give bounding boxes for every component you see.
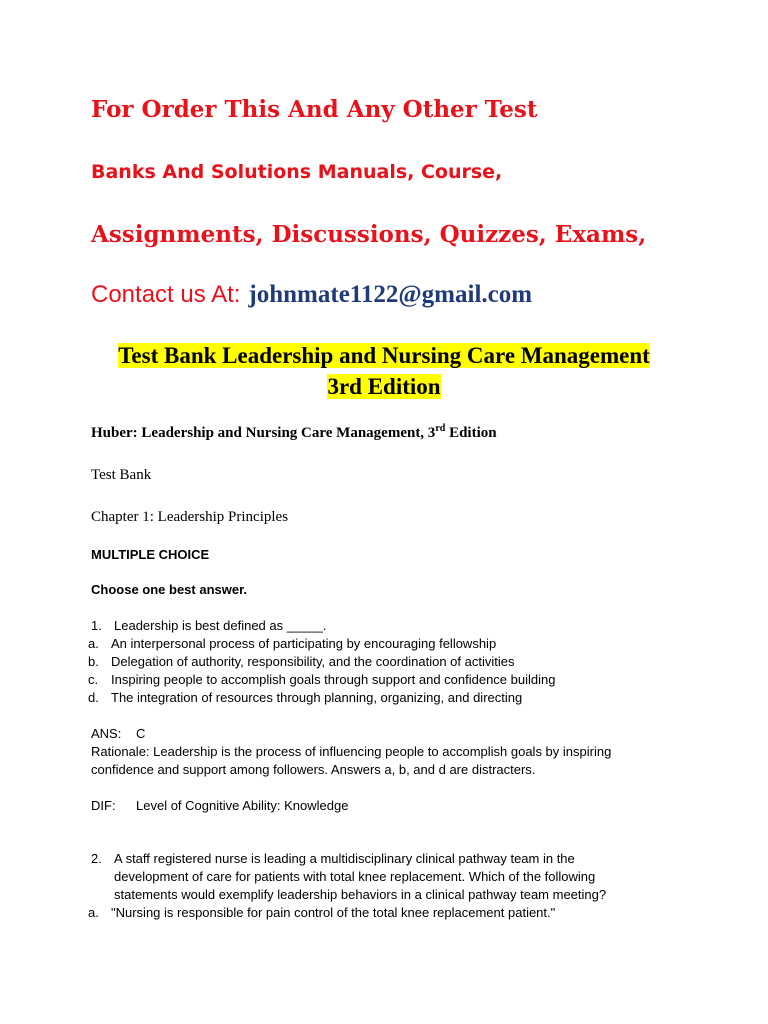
q1-number: 1. bbox=[91, 618, 102, 633]
book-heading-sup: rd bbox=[435, 423, 446, 434]
q1-answer-value: C bbox=[136, 726, 146, 741]
q2-number: 2. bbox=[91, 851, 102, 866]
q1-difficulty-label: DIF: bbox=[91, 798, 116, 813]
title-line-1: Test Bank Leadership and Nursing Care Management bbox=[118, 343, 650, 368]
q1-option-a-text: An interpersonal process of participating by encouraging fellowship bbox=[111, 636, 497, 651]
q1-option-b-letter: b. bbox=[88, 654, 99, 669]
q1-option-d-letter: d. bbox=[88, 690, 99, 705]
contact-label: Contact us At: bbox=[91, 281, 241, 308]
section-heading: MULTIPLE CHOICE bbox=[91, 547, 210, 562]
title-line-2: 3rd Edition bbox=[327, 374, 441, 399]
q1-answer-label: ANS: bbox=[91, 726, 122, 741]
q1-stem: Leadership is best defined as _____. bbox=[114, 618, 327, 633]
contact-line bbox=[91, 281, 532, 309]
q2-stem-line-3: statements would exemplify leadership behaviors in a clinical pathway team meeting? bbox=[114, 887, 607, 902]
q1-option-a-letter: a. bbox=[88, 636, 99, 651]
ad-line-1: For Order This And Any Other Test bbox=[91, 96, 538, 123]
chapter-heading: Chapter 1: Leadership Principles bbox=[91, 509, 289, 525]
q1-rationale-line-2: confidence and support among followers. Answers a, b, and d are distracters. bbox=[91, 762, 536, 777]
document-title bbox=[0, 340, 768, 402]
ad-line-2: Banks And Solutions Manuals, Course, bbox=[91, 161, 503, 183]
book-heading-suffix: Edition bbox=[445, 425, 497, 441]
q2-option-a-text: "Nursing is responsible for pain control of the total knee replacement patient." bbox=[111, 905, 556, 920]
q1-option-c-text: Inspiring people to accomplish goals through support and confidence building bbox=[111, 672, 556, 687]
q1-option-b-text: Delegation of authority, responsibility, and the coordination of activities bbox=[111, 654, 515, 669]
book-heading bbox=[91, 425, 497, 442]
contact-email-link[interactable]: johnmate1122@gmail.com bbox=[248, 281, 533, 308]
book-heading-main: Huber: Leadership and Nursing Care Management, 3 bbox=[91, 425, 436, 441]
q2-stem-line-1: A staff registered nurse is leading a multidisciplinary clinical pathway team in the bbox=[114, 851, 575, 866]
ad-line-3: Assignments, Discussions, Quizzes, Exams, bbox=[91, 221, 647, 248]
q1-rationale-line-1: Rationale: Leadership is the process of influencing people to accomplish goals by inspiring bbox=[91, 744, 612, 759]
q2-stem-line-2: development of care for patients with total knee replacement. Which of the following bbox=[114, 869, 596, 884]
q1-option-c-letter: c. bbox=[88, 672, 99, 687]
q1-difficulty-value: Level of Cognitive Ability: Knowledge bbox=[136, 798, 349, 813]
test-bank-label: Test Bank bbox=[91, 467, 152, 483]
q1-option-d-text: The integration of resources through planning, organizing, and directing bbox=[111, 690, 523, 705]
q2-option-a-letter: a. bbox=[88, 905, 99, 920]
instruction-text: Choose one best answer. bbox=[91, 582, 248, 597]
